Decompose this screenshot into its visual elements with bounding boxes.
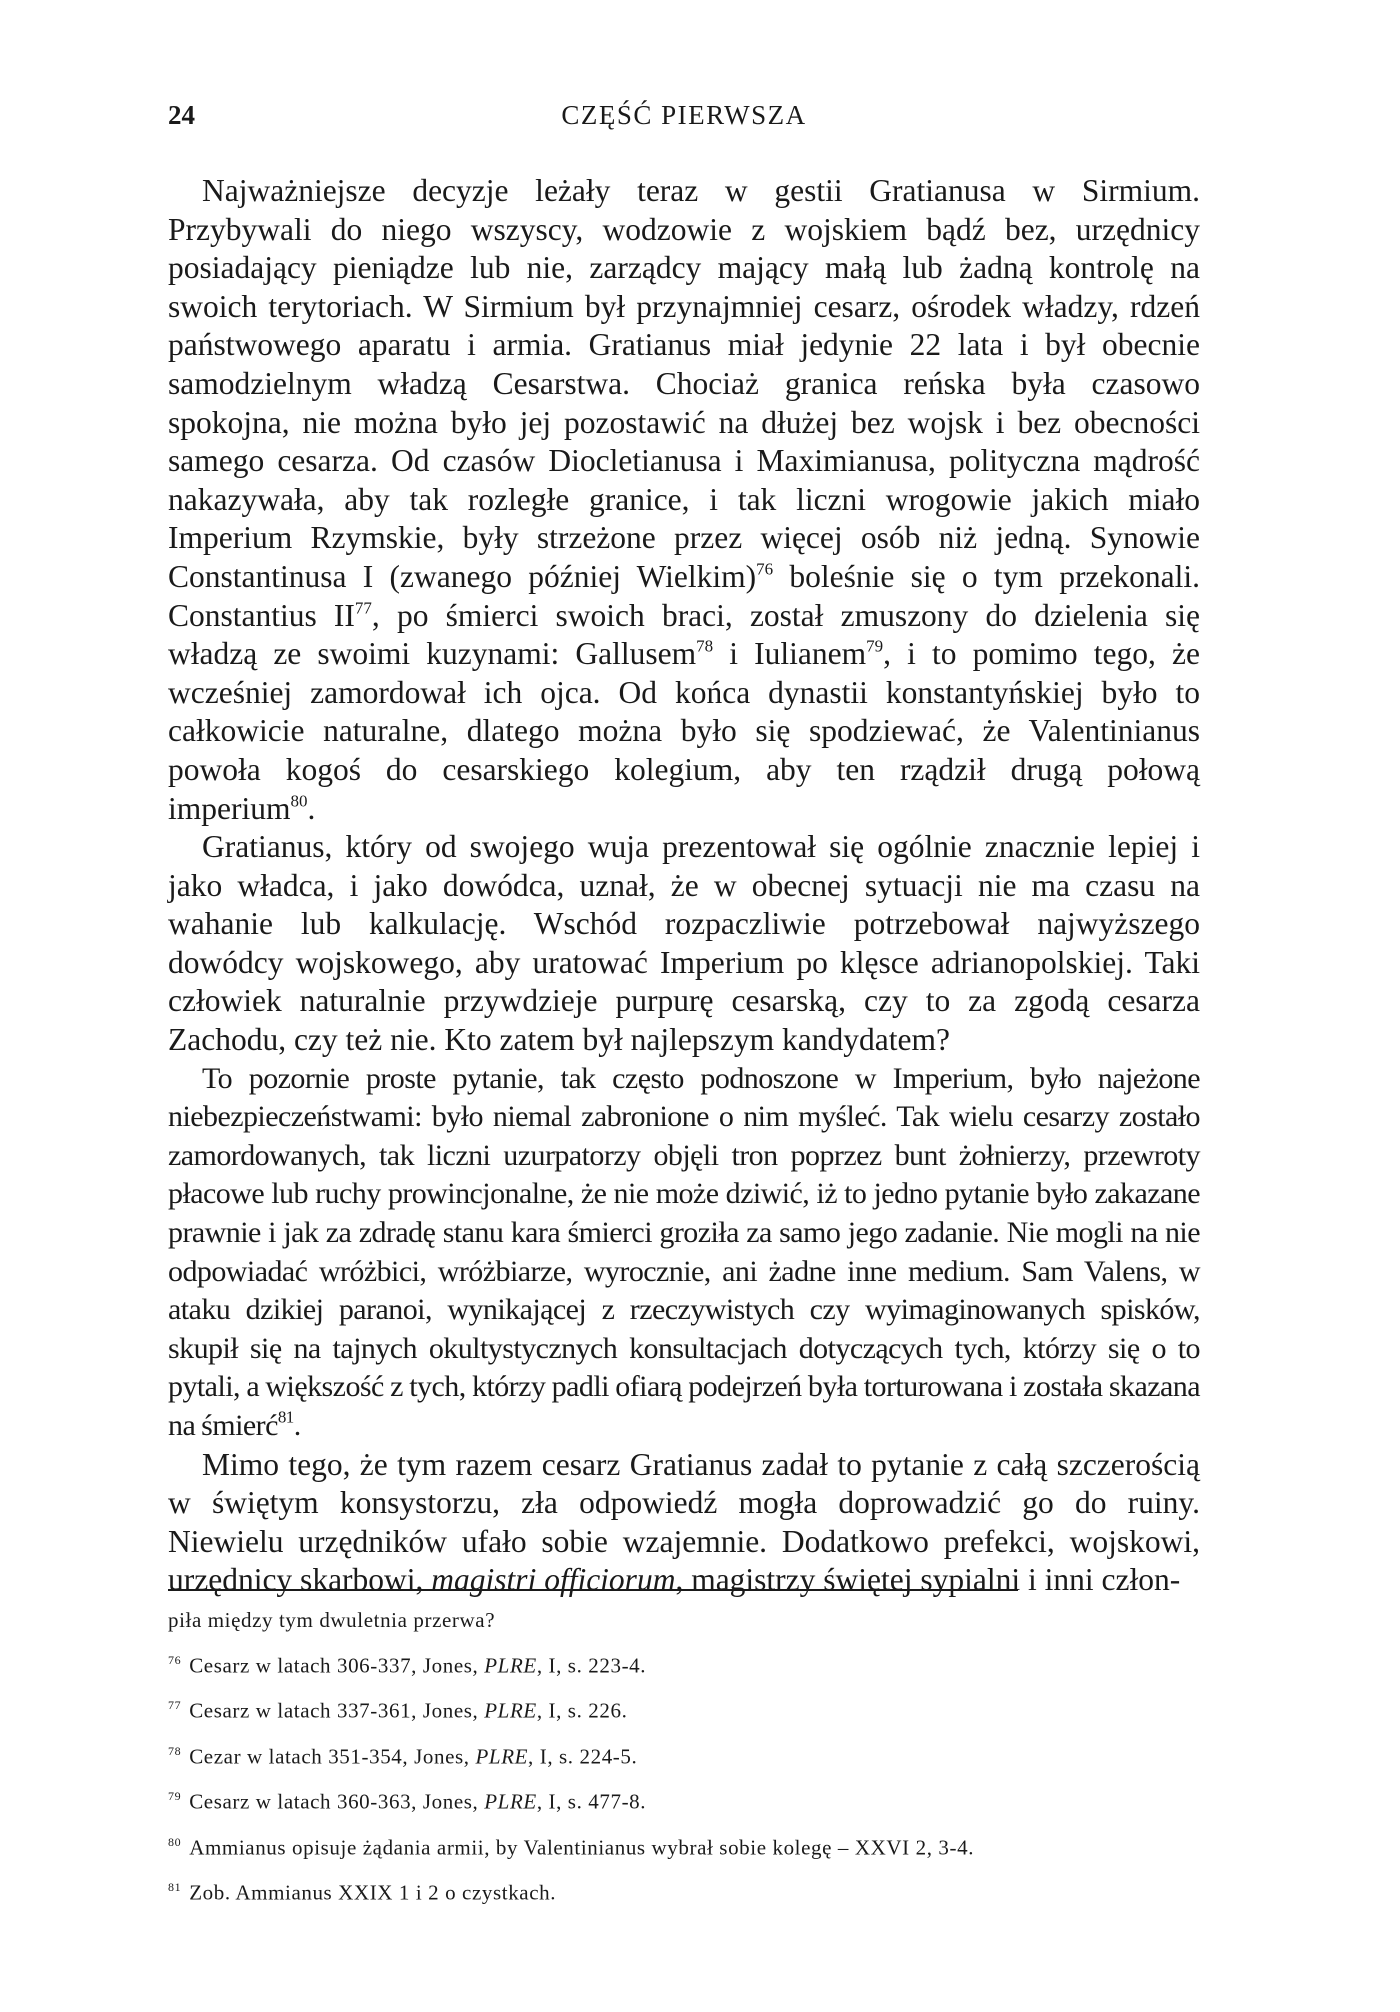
running-head	[168, 100, 1200, 140]
text-run: Zob. Ammianus XXIX 1 i 2 o czystkach.	[189, 1880, 557, 1905]
footnote-number: 77	[168, 1698, 182, 1713]
text-run: piła między tym dwuletnia przerwa?	[168, 1608, 496, 1632]
italic-text: PLRE	[475, 1744, 529, 1769]
footnote-ref[interactable]: 76	[756, 559, 774, 579]
footnote-ref[interactable]: 81	[277, 1407, 294, 1427]
footnote-number: 80	[168, 1834, 182, 1849]
paragraph	[168, 1446, 1200, 1600]
footnote-divider	[168, 1589, 1018, 1591]
text-run: Ammianus opisuje żądania armii, by Valentinianus wybrał sobie kolegę – XXVI 2, 3-4.	[189, 1834, 975, 1859]
footnote-ref[interactable]: 77	[354, 597, 372, 617]
footnote-ref[interactable]: 79	[866, 636, 884, 656]
footnote	[168, 1685, 1200, 1730]
text-run: Cezar w latach 351-354, Jones,	[189, 1744, 476, 1769]
text-run: To pozornie proste pytanie, tak często podnoszone w Imperium, było najeżone niebezpieczeństwami: było niemal zabronione o nim myśleć. Tak wielu cesarzy zostało zamordowanych, tak liczni uzurpatorzy objęli tron poprzez bunt żołnierzy, przewroty płacowe lub ruchy prowincjonalne, że nie może dziwić, iż to jedno pytanie było zakazane prawnie i jak za zdradę stanu kara śmierci groziła za samo jego zadanie. Nie mogli na nie odpowiadać wróżbici, wróżbiarze, wyrocznie, ani żadne inne medium. Sam Valens, w ataku dzikiej paranoi, wynikającej z rzeczywistych czy wyimaginowanych spisków, skupił się na tajnych okultystycznych konsultacjach dotyczących tych, którzy się o to pytali, a większość z tych, którzy padli ofiarą podejrzeń była torturowana i została skazana na śmierć	[168, 1061, 1200, 1442]
running-title: CZĘŚĆ PIERWSZA	[561, 100, 807, 130]
footnote-number: 79	[168, 1789, 182, 1804]
paragraph	[168, 1060, 1200, 1446]
body-text	[168, 172, 1200, 1600]
text-run: Mimo tego, że tym razem cesarz Gratianus zadał to pytanie z całą szczerością w świętym konsystorzu, zła odpowiedź mogła doprowadzić go do ruiny. Niewielu urzędników ufało sobie wzajemnie. Dodatkowo prefekci, wojskowi, urzędnicy skarbowi,	[168, 1446, 1200, 1598]
footnote-number: 81	[168, 1879, 182, 1894]
italic-text: PLRE	[484, 1789, 537, 1814]
text-run: , I, s. 477-8.	[536, 1789, 647, 1814]
footnote-ref[interactable]: 78	[696, 636, 714, 656]
footnote	[168, 1640, 1200, 1685]
text-run: , magistrzy świętej sypialni i inni człon-	[675, 1562, 1181, 1598]
footnote	[168, 1867, 1200, 1912]
paragraph	[168, 828, 1200, 1060]
text-run: .	[293, 1409, 301, 1442]
text-run: Cesarz w latach 360-363, Jones,	[189, 1789, 485, 1814]
footnote-ref[interactable]: 80	[290, 790, 308, 810]
footnote	[168, 1822, 1200, 1867]
footnotes	[168, 1600, 1200, 1912]
text-run: , I, s. 223-4.	[536, 1653, 647, 1678]
footnote-number: 78	[168, 1743, 182, 1758]
footnote	[168, 1731, 1200, 1776]
text-run: Cesarz w latach 337-361, Jones,	[189, 1698, 485, 1723]
footnote	[168, 1600, 1200, 1640]
italic-text: magistri officiorum	[431, 1562, 676, 1598]
footnote-number: 76	[168, 1653, 182, 1667]
italic-text: PLRE	[484, 1653, 537, 1678]
paragraph	[168, 172, 1200, 828]
text-run: , po śmierci swoich braci, został zmuszony do dzielenia się władzą ze swoimi kuzynami: Gallusem	[168, 597, 1200, 672]
text-run: Cesarz w latach 306-337, Jones,	[189, 1653, 485, 1678]
text-run: .	[307, 790, 316, 826]
footnote	[168, 1776, 1200, 1821]
text-run: Gratianus, który od swojego wuja prezentował się ogólnie znacznie lepiej i jako władca, i jako dowódca, uznał, że w obecnej sytuacji nie ma czasu na wahanie lub kalkulację. Wschód rozpaczliwie potrzebował najwyższego dowódcy wojskowego, aby uratować Imperium po klęsce adrianopolskiej. Taki człowiek naturalnie przywdzieje purpurę cesarską, czy to za zgodą cesarza Zachodu, czy też nie. Kto zatem był najlepszym kandydatem?	[168, 829, 1200, 1058]
text-run: boleśnie się o tym przekonali. Constantius II	[168, 558, 1201, 633]
italic-text: PLRE	[484, 1698, 537, 1723]
text-run: , I, s. 224-5.	[528, 1744, 638, 1769]
page-number: 24	[168, 100, 195, 130]
text-run: i Iulianem	[713, 636, 867, 672]
text-run: , I, s. 226.	[536, 1698, 628, 1723]
text-run: , i to pomimo tego, że wcześniej zamordował ich ojca. Od końca dynastii konstantyńskiej było to całkowicie naturalne, dlatego można było się spodziewać, że Valentinianus powoła kogoś do cesarskiego kolegium, aby ten rządził drugą połową imperium	[168, 636, 1200, 826]
text-run: Najważniejsze decyzje leżały teraz w gestii Gratianusa w Sirmium. Przybywali do niego wszyscy, wodzowie z wojskiem bądź bez, urzędnicy posiadający pieniądze lub nie, zarządcy mający małą lub żadną kontrolę na swoich terytoriach. W Sirmium był przynajmniej cesarz, ośrodek władzy, rdzeń państwowego aparatu i armia. Gratianus miał jedynie 22 lata i był obecnie samodzielnym władzą Cesarstwa. Chociaż granica reńska była czasowo spokojna, nie można było jej pozostawić na dłużej bez wojsk i bez obecności samego cesarza. Od czasów Diocletianusa i Maximianusa, polityczna mądrość nakazywała, aby tak rozległe granice, i tak liczni wrogowie jakich miało Imperium Rzymskie, były strzeżone przez więcej osób niż jedną. Synowie Constantinusa I (zwanego później Wielkim)	[168, 173, 1200, 594]
